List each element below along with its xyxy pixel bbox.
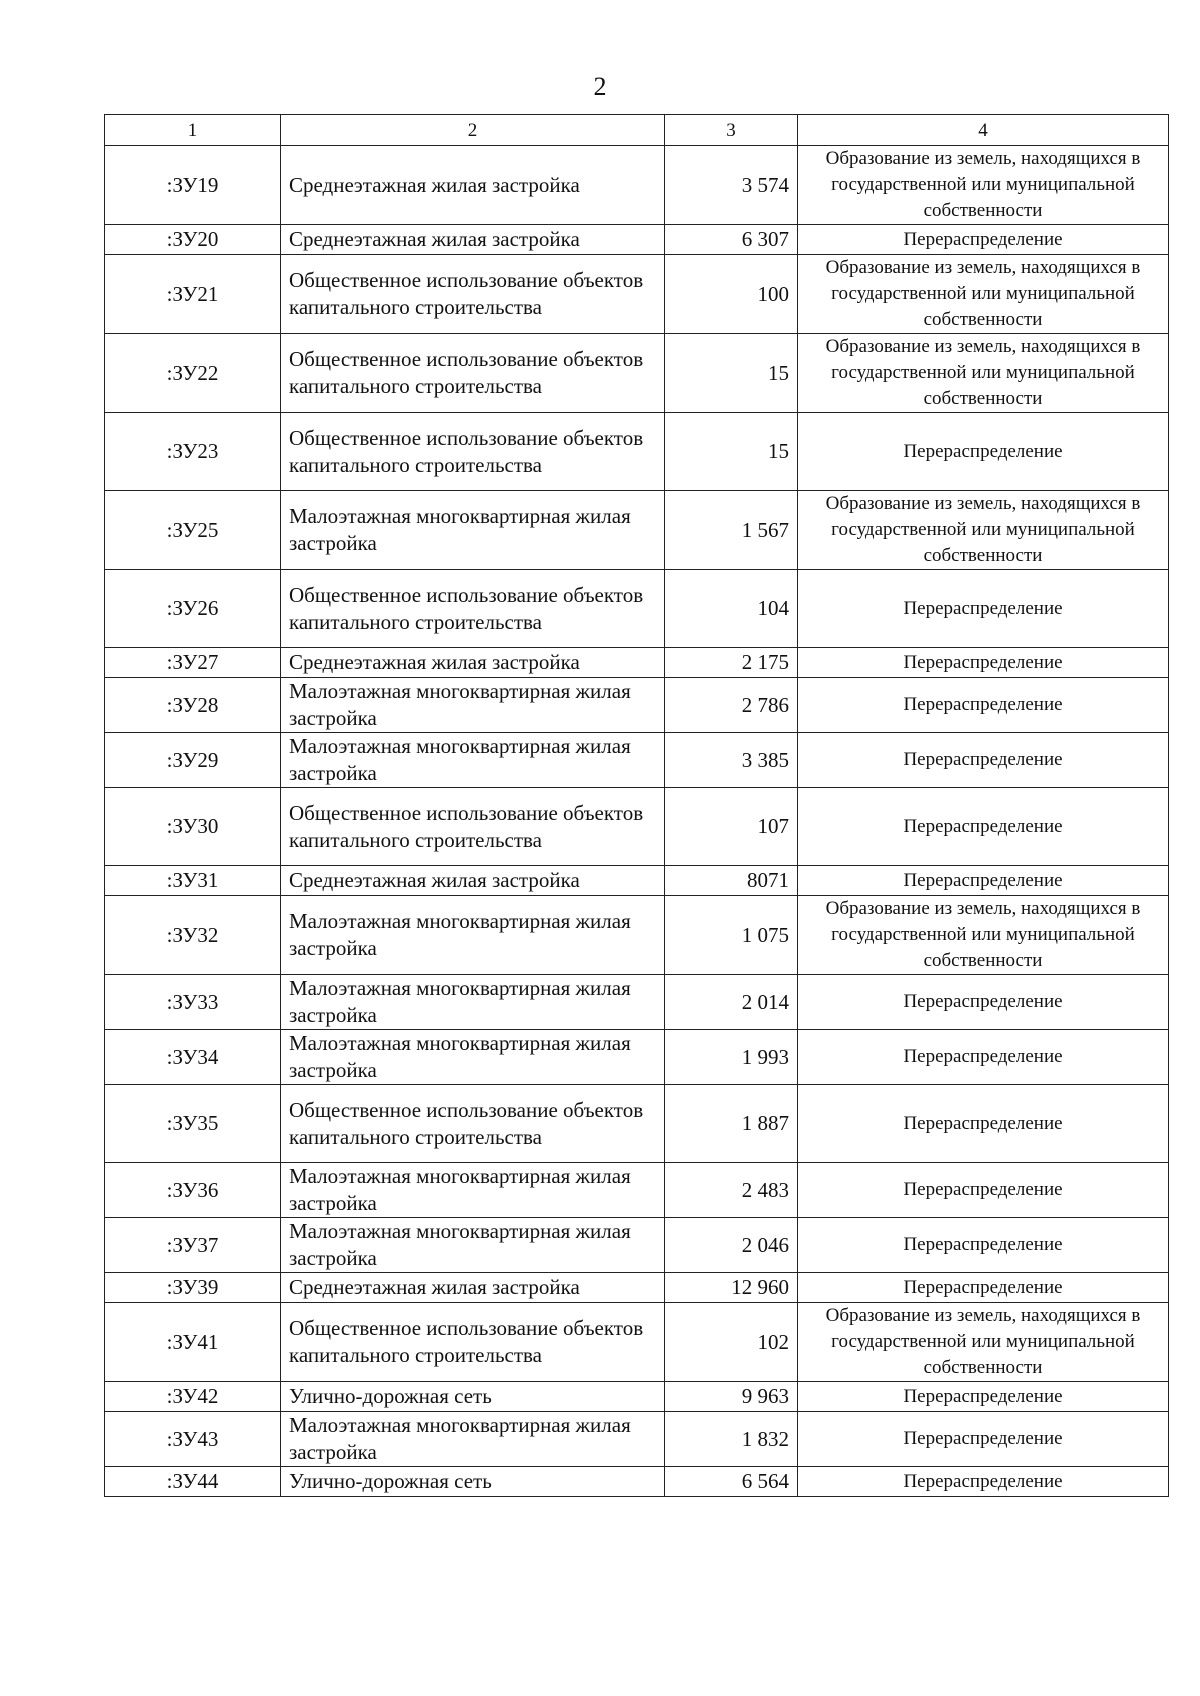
- permitted-use-cell: Малоэтажная многоквартирная жилая застройка: [281, 678, 665, 733]
- table-row: [105, 866, 1169, 896]
- table-row: [105, 648, 1169, 678]
- table-row: [105, 413, 1169, 491]
- permitted-use-cell: Общественное использование объектов капитального строительства: [281, 570, 665, 648]
- table-row: [105, 570, 1169, 648]
- permitted-use-cell: Среднеэтажная жилая застройка: [281, 1273, 665, 1303]
- plot-id-cell: :ЗУ23: [105, 413, 281, 491]
- table-row: [105, 975, 1169, 1030]
- formation-method-cell: Перераспределение: [798, 1030, 1169, 1085]
- land-plots-table: [104, 114, 1169, 1497]
- plot-id-cell: :ЗУ33: [105, 975, 281, 1030]
- plot-id-cell: :ЗУ27: [105, 648, 281, 678]
- plot-id-cell: :ЗУ43: [105, 1412, 281, 1467]
- permitted-use-cell: Малоэтажная многоквартирная жилая застройка: [281, 491, 665, 570]
- area-cell: 1 887: [665, 1085, 798, 1163]
- formation-method-cell: Образование из земель, находящихся в государственной или муниципальной собственности: [798, 1303, 1169, 1382]
- permitted-use-cell: Улично-дорожная сеть: [281, 1382, 665, 1412]
- formation-method-cell: Перераспределение: [798, 1218, 1169, 1273]
- formation-method-cell: Перераспределение: [798, 648, 1169, 678]
- area-cell: 1 075: [665, 896, 798, 975]
- formation-method-cell: Перераспределение: [798, 733, 1169, 788]
- area-cell: 2 046: [665, 1218, 798, 1273]
- plot-id-cell: :ЗУ22: [105, 334, 281, 413]
- area-cell: 1 832: [665, 1412, 798, 1467]
- table-row: [105, 146, 1169, 225]
- table-row: [105, 1467, 1169, 1497]
- formation-method-cell: Перераспределение: [798, 678, 1169, 733]
- table-row: [105, 896, 1169, 975]
- formation-method-cell: Перераспределение: [798, 1163, 1169, 1218]
- plot-id-cell: :ЗУ31: [105, 866, 281, 896]
- plot-id-cell: :ЗУ37: [105, 1218, 281, 1273]
- table-row: [105, 788, 1169, 866]
- permitted-use-cell: Общественное использование объектов капитального строительства: [281, 1303, 665, 1382]
- formation-method-cell: Перераспределение: [798, 1085, 1169, 1163]
- plot-id-cell: :ЗУ28: [105, 678, 281, 733]
- formation-method-cell: Образование из земель, находящихся в государственной или муниципальной собственности: [798, 334, 1169, 413]
- area-cell: 2 483: [665, 1163, 798, 1218]
- area-cell: 6 307: [665, 225, 798, 255]
- area-cell: 2 175: [665, 648, 798, 678]
- permitted-use-cell: Среднеэтажная жилая застройка: [281, 866, 665, 896]
- permitted-use-cell: Малоэтажная многоквартирная жилая застройка: [281, 896, 665, 975]
- permitted-use-cell: Общественное использование объектов капитального строительства: [281, 255, 665, 334]
- area-cell: 107: [665, 788, 798, 866]
- permitted-use-cell: Общественное использование объектов капитального строительства: [281, 334, 665, 413]
- table-row: [105, 1273, 1169, 1303]
- formation-method-cell: Перераспределение: [798, 225, 1169, 255]
- column-header-2: 2: [281, 115, 665, 146]
- plot-id-cell: :ЗУ35: [105, 1085, 281, 1163]
- column-header-1: 1: [105, 115, 281, 146]
- permitted-use-cell: Улично-дорожная сеть: [281, 1467, 665, 1497]
- formation-method-cell: Образование из земель, находящихся в государственной или муниципальной собственности: [798, 146, 1169, 225]
- plot-id-cell: :ЗУ29: [105, 733, 281, 788]
- area-cell: 3 385: [665, 733, 798, 788]
- table-row: [105, 1085, 1169, 1163]
- formation-method-cell: Перераспределение: [798, 1273, 1169, 1303]
- permitted-use-cell: Общественное использование объектов капитального строительства: [281, 788, 665, 866]
- formation-method-cell: Перераспределение: [798, 1412, 1169, 1467]
- table-row: [105, 678, 1169, 733]
- permitted-use-cell: Общественное использование объектов капитального строительства: [281, 1085, 665, 1163]
- permitted-use-cell: Среднеэтажная жилая застройка: [281, 146, 665, 225]
- table-row: [105, 1163, 1169, 1218]
- area-cell: 15: [665, 413, 798, 491]
- plot-id-cell: :ЗУ44: [105, 1467, 281, 1497]
- formation-method-cell: Перераспределение: [798, 975, 1169, 1030]
- area-cell: 3 574: [665, 146, 798, 225]
- permitted-use-cell: Малоэтажная многоквартирная жилая застройка: [281, 1218, 665, 1273]
- table-row: [105, 334, 1169, 413]
- formation-method-cell: Образование из земель, находящихся в государственной или муниципальной собственности: [798, 896, 1169, 975]
- area-cell: 1 567: [665, 491, 798, 570]
- area-cell: 104: [665, 570, 798, 648]
- permitted-use-cell: Малоэтажная многоквартирная жилая застройка: [281, 1412, 665, 1467]
- area-cell: 9 963: [665, 1382, 798, 1412]
- formation-method-cell: Образование из земель, находящихся в государственной или муниципальной собственности: [798, 491, 1169, 570]
- plot-id-cell: :ЗУ20: [105, 225, 281, 255]
- permitted-use-cell: Среднеэтажная жилая застройка: [281, 648, 665, 678]
- table-row: [105, 1412, 1169, 1467]
- table-row: [105, 1218, 1169, 1273]
- permitted-use-cell: Малоэтажная многоквартирная жилая застройка: [281, 1030, 665, 1085]
- formation-method-cell: Перераспределение: [798, 1467, 1169, 1497]
- area-cell: 2 014: [665, 975, 798, 1030]
- area-cell: 102: [665, 1303, 798, 1382]
- area-cell: 6 564: [665, 1467, 798, 1497]
- plot-id-cell: :ЗУ39: [105, 1273, 281, 1303]
- column-header-3: 3: [665, 115, 798, 146]
- plot-id-cell: :ЗУ30: [105, 788, 281, 866]
- formation-method-cell: Перераспределение: [798, 866, 1169, 896]
- permitted-use-cell: Малоэтажная многоквартирная жилая застройка: [281, 975, 665, 1030]
- plot-id-cell: :ЗУ32: [105, 896, 281, 975]
- formation-method-cell: Перераспределение: [798, 1382, 1169, 1412]
- table-row: [105, 255, 1169, 334]
- table-row: [105, 1030, 1169, 1085]
- page-number: 2: [593, 72, 607, 101]
- permitted-use-cell: Среднеэтажная жилая застройка: [281, 225, 665, 255]
- table-row: [105, 1303, 1169, 1382]
- area-cell: 1 993: [665, 1030, 798, 1085]
- formation-method-cell: Перераспределение: [798, 413, 1169, 491]
- area-cell: 100: [665, 255, 798, 334]
- table-row: [105, 225, 1169, 255]
- plot-id-cell: :ЗУ21: [105, 255, 281, 334]
- area-cell: 8071: [665, 866, 798, 896]
- permitted-use-cell: Малоэтажная многоквартирная жилая застройка: [281, 1163, 665, 1218]
- table-row: [105, 491, 1169, 570]
- table-header-row: [105, 115, 1169, 146]
- table-row: [105, 733, 1169, 788]
- table-row: [105, 1382, 1169, 1412]
- plot-id-cell: :ЗУ19: [105, 146, 281, 225]
- plot-id-cell: :ЗУ41: [105, 1303, 281, 1382]
- table-body: [105, 146, 1169, 1497]
- formation-method-cell: Перераспределение: [798, 570, 1169, 648]
- plot-id-cell: :ЗУ25: [105, 491, 281, 570]
- plot-id-cell: :ЗУ34: [105, 1030, 281, 1085]
- plot-id-cell: :ЗУ36: [105, 1163, 281, 1218]
- area-cell: 12 960: [665, 1273, 798, 1303]
- permitted-use-cell: Малоэтажная многоквартирная жилая застройка: [281, 733, 665, 788]
- plot-id-cell: :ЗУ26: [105, 570, 281, 648]
- formation-method-cell: Образование из земель, находящихся в государственной или муниципальной собственности: [798, 255, 1169, 334]
- area-cell: 15: [665, 334, 798, 413]
- permitted-use-cell: Общественное использование объектов капитального строительства: [281, 413, 665, 491]
- formation-method-cell: Перераспределение: [798, 788, 1169, 866]
- area-cell: 2 786: [665, 678, 798, 733]
- column-header-4: 4: [798, 115, 1169, 146]
- plot-id-cell: :ЗУ42: [105, 1382, 281, 1412]
